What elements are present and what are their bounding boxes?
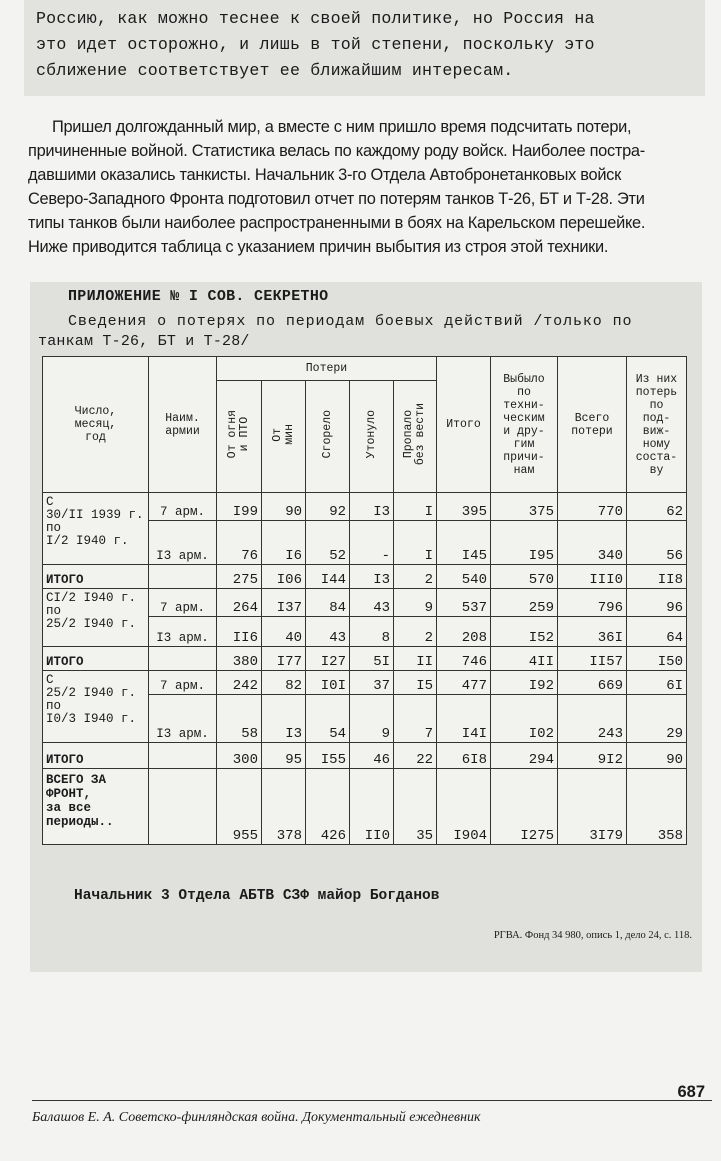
value-cell: 43 [350,589,394,617]
grand-total-cell: 955 [217,769,262,845]
total-cell: I50 [627,647,687,671]
paragraph-line: Северо-Западного Фронта подготовил отчет по потерям танков Т-26, БТ и Т-28. Эти [28,190,645,208]
header-of-these: Из них потерь по под- виж- ному соста- ву [627,357,687,493]
header-army: Наим. армии [149,357,217,493]
army-name: 7 арм. [149,589,217,617]
losses-table [42,356,687,845]
value-cell: 54 [306,695,350,743]
empty-cell [149,647,217,671]
header-fire [217,381,262,493]
paragraph-line: Пришел долгожданный мир, а вместе с ним пришло время подсчитать потери, [52,118,632,136]
paragraph-line: причиненные войной. Статистика велась по каждому роду войск. Наиболее постра- [28,142,645,160]
value-cell: 36I [558,617,627,647]
total-cell: 5I [350,647,394,671]
quote-line: это идет осторожно, и лишь в той степени, поскольку это [36,35,595,54]
header-all-losses: Всего потери [558,357,627,493]
value-cell: 7 [394,695,437,743]
total-cell: 4II [491,647,558,671]
value-cell: 395 [437,493,491,521]
quote-box [24,0,705,96]
header-missing-text: Пропало без вести [402,403,427,466]
total-cell: 294 [491,743,558,769]
header-total: Итого [437,357,491,493]
grand-total-cell: II0 [350,769,394,845]
value-cell: 96 [627,589,687,617]
value-cell: 770 [558,493,627,521]
value-cell: 477 [437,671,491,695]
value-cell: 40 [262,617,306,647]
paragraph-line: давшими оказались танкисты. Начальник 3-го Отдела Автобронетанковых войск [28,166,621,184]
value-cell: 84 [306,589,350,617]
period-date: С 30/II 1939 г. по I/2 I940 г. [43,493,149,565]
army-name: I3 арм. [149,521,217,565]
value-cell: 259 [491,589,558,617]
value-cell: I95 [491,521,558,565]
value-cell: 43 [306,617,350,647]
empty-cell [149,743,217,769]
total-label: ИТОГО [43,647,149,671]
paragraph-line: типы танков были наиболее распространенными в боях на Карельском перешейке. [28,214,646,232]
value-cell: I [394,521,437,565]
header-technical: Выбыло по техни- ческим и дру- гим причи- нам [491,357,558,493]
value-cell: I4I [437,695,491,743]
value-cell: II6 [217,617,262,647]
total-cell: 300 [217,743,262,769]
document-subtitle [38,312,702,352]
value-cell: I0I [306,671,350,695]
value-cell: I45 [437,521,491,565]
value-cell: 243 [558,695,627,743]
total-cell: 22 [394,743,437,769]
value-cell: 2 [394,617,437,647]
empty-cell [149,565,217,589]
army-name: 7 арм. [149,671,217,695]
value-cell: I5 [394,671,437,695]
total-cell: I55 [306,743,350,769]
total-cell: 746 [437,647,491,671]
total-cell: II [394,647,437,671]
value-cell: 76 [217,521,262,565]
total-cell: 6I8 [437,743,491,769]
value-cell: 375 [491,493,558,521]
grand-total-label: ВСЕГО ЗА ФРОНТ, за все периоды.. [43,769,149,845]
total-cell: I27 [306,647,350,671]
document-heading: ПРИЛОЖЕНИЕ № I СОВ. СЕКРЕТНО [68,288,329,305]
total-cell: II57 [558,647,627,671]
empty-cell [149,769,217,845]
value-cell: I37 [262,589,306,617]
header-mines [262,381,306,493]
value-cell: I3 [262,695,306,743]
value-cell: 56 [627,521,687,565]
value-cell: 9 [350,695,394,743]
header-fire-text: От огня и ПТО [226,410,251,459]
total-label: ИТОГО [43,743,149,769]
army-name: 7 арм. [149,493,217,521]
value-cell: 52 [306,521,350,565]
quote-line: сближение соответствует ее ближайшим интересам. [36,61,514,80]
value-cell: 669 [558,671,627,695]
total-cell: 46 [350,743,394,769]
total-cell: I44 [306,565,350,589]
value-cell: 9 [394,589,437,617]
total-label: ИТОГО [43,565,149,589]
header-missing [394,381,437,493]
body-paragraph [28,115,704,259]
period-date: С 25/2 I940 г. по I0/3 I940 г. [43,671,149,743]
value-cell: 64 [627,617,687,647]
total-cell: I77 [262,647,306,671]
value-cell: 340 [558,521,627,565]
archival-document [30,282,702,972]
value-cell: 92 [306,493,350,521]
total-cell: 95 [262,743,306,769]
value-cell: 208 [437,617,491,647]
total-cell: I3 [350,565,394,589]
total-cell: 275 [217,565,262,589]
grand-total-cell: 358 [627,769,687,845]
total-cell: 2 [394,565,437,589]
signature: Начальник 3 Отдела АБТВ СЗФ майор Богданов [74,888,440,904]
value-cell: 37 [350,671,394,695]
header-drowned [350,381,394,493]
value-cell: 90 [262,493,306,521]
header-drowned-text: Утонуло [364,410,378,459]
quote-line: Россию, как можно теснее к своей политике, но Россия на [36,9,595,28]
value-cell: 242 [217,671,262,695]
value-cell: I6 [262,521,306,565]
total-cell: 9I2 [558,743,627,769]
value-cell: 82 [262,671,306,695]
total-cell: 570 [491,565,558,589]
total-cell: 90 [627,743,687,769]
header-burned [306,381,350,493]
grand-total-cell: 3I79 [558,769,627,845]
period-date: CI/2 I940 г. по 25/2 I940 г. [43,589,149,647]
value-cell: I92 [491,671,558,695]
value-cell: - [350,521,394,565]
value-cell: I [394,493,437,521]
subtitle-line: Сведения о потерях по периодам боевых действий /только по [68,313,633,330]
grand-total-cell: I904 [437,769,491,845]
army-name: I3 арм. [149,617,217,647]
footer-text: Балашов Е. А. Советско-финляндская война. Документальный ежедневник [32,1110,481,1125]
value-cell: 6I [627,671,687,695]
value-cell: I02 [491,695,558,743]
value-cell: I99 [217,493,262,521]
paragraph-line: Ниже приводится таблица с указанием причин выбытия из строя этой техники. [28,238,609,256]
grand-total-cell: 35 [394,769,437,845]
total-cell: 380 [217,647,262,671]
footer-rule [32,1100,712,1101]
total-cell: I06 [262,565,306,589]
header-burned-text: Сгорело [320,410,334,459]
grand-total-cell: I275 [491,769,558,845]
total-cell: 540 [437,565,491,589]
army-name: I3 арм. [149,695,217,743]
value-cell: 29 [627,695,687,743]
grand-total-cell: 426 [306,769,350,845]
header-losses: Потери [217,357,437,381]
value-cell: 264 [217,589,262,617]
value-cell: 537 [437,589,491,617]
header-mines-text: От мин [270,424,296,445]
header-date: Число, месяц, год [43,357,149,493]
value-cell: 8 [350,617,394,647]
subtitle-line: танкам Т-26, БТ и Т-28/ [38,333,250,350]
total-cell: III0 [558,565,627,589]
value-cell: 796 [558,589,627,617]
grand-total-cell: 378 [262,769,306,845]
total-cell: II8 [627,565,687,589]
value-cell: I3 [350,493,394,521]
page-number: 687 [677,1083,705,1101]
archive-source: РГВА. Фонд 34 980, опись 1, дело 24, с. 118. [493,930,692,941]
value-cell: 58 [217,695,262,743]
value-cell: 62 [627,493,687,521]
value-cell: I52 [491,617,558,647]
